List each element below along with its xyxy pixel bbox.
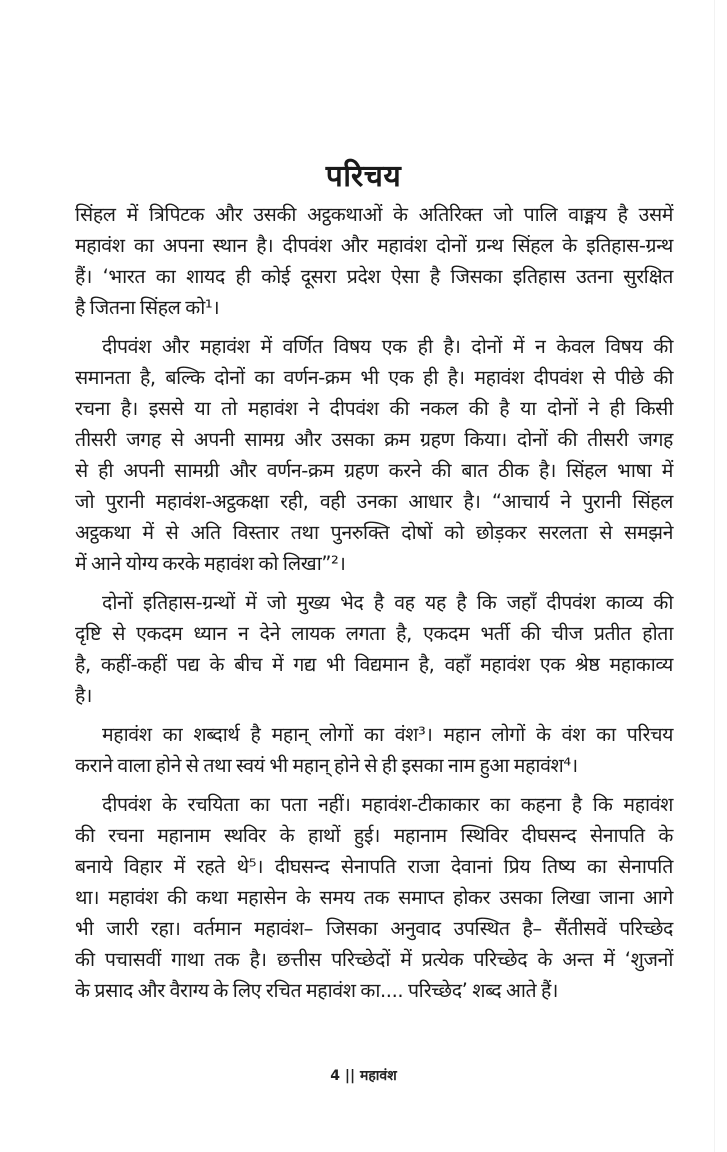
text-line: तीसरी जगह से अपनी सामग्र और उसका क्रम ग्रहण किया। दोनों की तीसरी जगह xyxy=(75,428,673,451)
paragraph-1 xyxy=(75,199,673,323)
text-line: जो पुरानी महावंश-अट्ठकक्षा रही, वही उनका आधार है। “आचार्य ने पुरानी सिंहल xyxy=(75,490,673,513)
text-line: महावंश का शब्दार्थ है महान् लोगों का वंश³। महान लोगों के वंश का परिचय xyxy=(102,723,673,746)
paragraph-5 xyxy=(75,789,673,1006)
text-line: दीपवंश के रचयिता का पता नहीं। महावंश-टीकाकार का कहना है कि महावंश xyxy=(102,793,673,816)
text-line: था। महावंश की कथा महासेन के समय तक समाप्त होकर उसका लिखा जाना आगे xyxy=(75,886,673,909)
paragraph-4 xyxy=(75,719,673,781)
book-title: महावंश xyxy=(359,1068,397,1084)
text-line: दृष्टि से एकदम ध्यान न देने लायक लगता है, एकदम भर्ती की चीज प्रतीत होता xyxy=(75,622,673,645)
text-line: की पचासवीं गाथा तक है। छत्तीस परिच्छेदों में प्रत्येक परिच्छेद के अन्त में ‘शुजनों xyxy=(75,948,673,971)
page-title: परिचय xyxy=(325,159,402,195)
text-line: है जितना सिंहल को¹। xyxy=(75,296,220,319)
text-line: बनाये विहार में रहते थे⁵। दीघसन्द सेनापति राजा देवानां प्रिय तिष्य का सेनापति xyxy=(75,855,673,878)
text-line: दोनों इतिहास-ग्रन्थों में जो मुख्य भेद है वह यह है कि जहाँ दीपवंश काव्य की xyxy=(102,591,673,614)
text-line: कराने वाला होने से तथा स्वयं भी महान् होने से ही इसका नाम हुआ महावंश⁴। xyxy=(75,754,578,777)
text-line: है, कहीं-कहीं पद्य के बीच में गद्य भी विद्यमान है, वहाँ महावंश एक श्रेष्ठ महाकाव्य xyxy=(75,653,673,676)
text-line: के प्रसाद और वैराग्य के लिए रचित महावंश का.... परिच्छेद’ शब्द आते हैं। xyxy=(75,979,558,1002)
body-text xyxy=(75,199,673,1014)
text-line: रचना है। इससे या तो महावंश ने दीपवंश की नकल की है या दोनों ने ही किसी xyxy=(75,397,673,420)
footer-separator: || xyxy=(344,1068,356,1084)
text-line: भी जारी रहा। वर्तमान महावंश– जिसका अनुवाद उपस्थित है– सैंतीसवें परिच्छेद xyxy=(75,917,673,940)
text-line: में आने योग्य करके महावंश को लिखा”²। xyxy=(75,552,346,575)
paragraph-3 xyxy=(75,587,673,711)
text-line: है। xyxy=(75,684,92,707)
text-line: दीपवंश और महावंश में वर्णित विषय एक ही है। दोनों में न केवल विषय की xyxy=(102,335,673,358)
text-line: महावंश का अपना स्थान है। दीपवंश और महावंश दोनों ग्रन्थ सिंहल के इतिहास-ग्रन्थ xyxy=(75,234,673,257)
text-line: की रचना महानाम स्थविर के हाथों हुई। महानाम स्थिविर दीघसन्द सेनापति के xyxy=(75,824,673,847)
text-line: सिंहल में त्रिपिटक और उसकी अट्ठकथाओं के अतिरिक्त जो पालि वाङ्मय है उसमें xyxy=(75,203,673,226)
text-line: अट्ठकथा में से अति विस्तार तथा पुनरुक्ति दोषों को छोड़कर सरलता से समझने xyxy=(75,521,673,544)
text-line: समानता है, बल्कि दोनों का वर्णन-क्रम भी एक ही है। महावंश दीपवंश से पीछे की xyxy=(75,366,673,389)
paragraph-2 xyxy=(75,331,673,579)
text-line: हैं। ‘भारत का शायद ही कोई दूसरा प्रदेश ऐसा है जिसका इतिहास उतना सुरक्षित xyxy=(75,265,673,288)
page-number: 4 xyxy=(330,1068,340,1084)
text-line: से ही अपनी सामग्री और वर्णन-क्रम ग्रहण करने की बात ठीक है। सिंहल भाषा में xyxy=(75,459,673,482)
page-footer xyxy=(0,1066,727,1085)
